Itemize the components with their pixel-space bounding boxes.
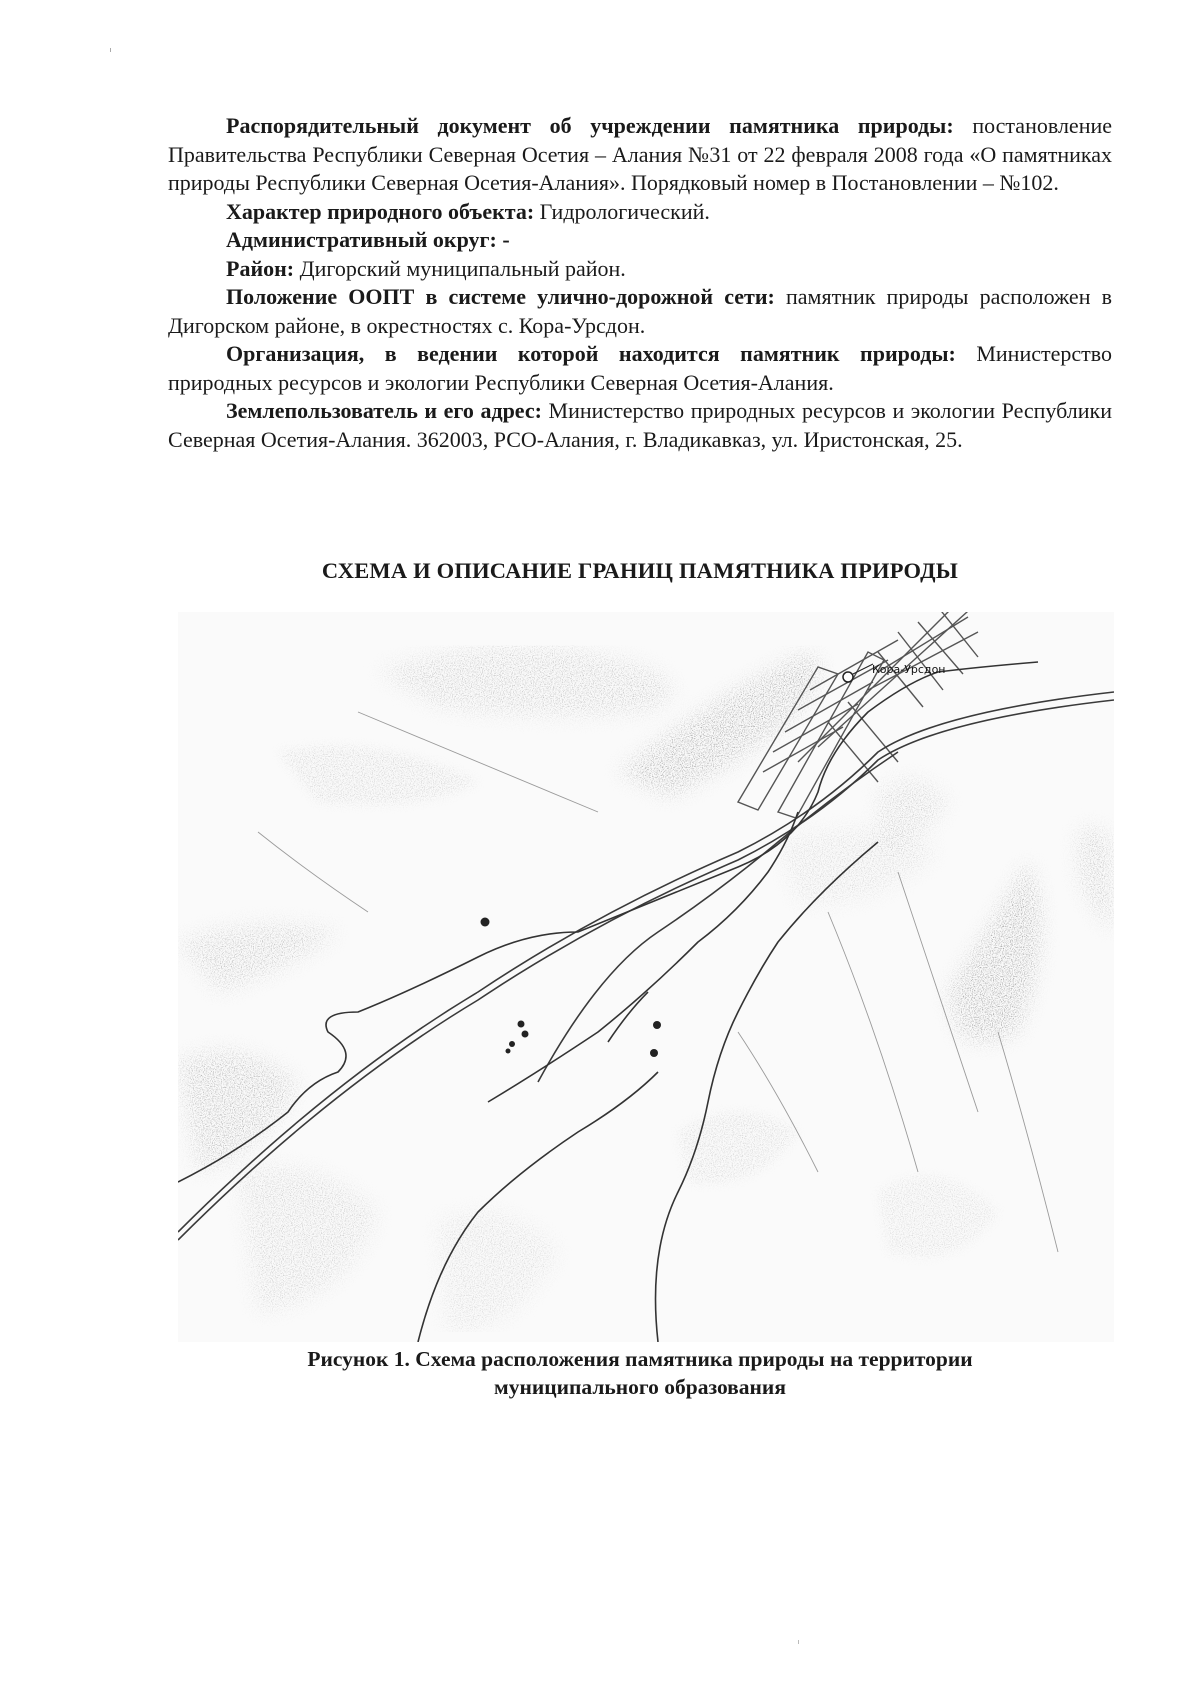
paragraph-label: Характер природного объекта: bbox=[226, 198, 535, 224]
caption-line-2: муниципального образования bbox=[494, 1375, 786, 1399]
paragraph-text: Дигорский муниципальный район. bbox=[294, 255, 626, 281]
paragraph-land-user bbox=[168, 397, 1112, 454]
paragraph-text: памятник природы расположен в Дигорском районе, в окрестностях с. Кора-Урсдон. bbox=[168, 284, 1112, 338]
paragraph-label: Распорядительный документ об учреждении памятника природы: bbox=[226, 113, 954, 138]
scan-mark bbox=[798, 1640, 799, 1644]
paragraph-text: постановление Правительства Республики Северная Осетия – Алания №31 от 22 февраля 2008 года «О памятниках природы Республики Северная Осетия-Алания». Порядковый номер в Постановлении – №102. bbox=[168, 113, 1113, 195]
section-title: СХЕМА И ОПИСАНИЕ ГРАНИЦ ПАМЯТНИКА ПРИРОДЫ bbox=[321, 558, 959, 583]
paragraph-text: Министерство природных ресурсов и экологии Республики Северная Осетия-Алания. 362003, РСО-Алания, г. Владикавказ, ул. Иристонская, 25. bbox=[168, 398, 1112, 452]
paragraph-admin-district bbox=[168, 226, 1112, 255]
passport-text bbox=[168, 112, 1112, 454]
paragraph-text: Гидрологический. bbox=[534, 198, 710, 224]
paragraph-label: Землепользователь и его адрес: bbox=[226, 398, 542, 423]
paragraph-object-type bbox=[168, 198, 1112, 227]
paragraph-managing-org bbox=[168, 340, 1112, 397]
paragraph-label: Положение ООПТ в системе улично-дорожной сети: bbox=[226, 284, 775, 309]
paragraph-text: Министерство природных ресурсов и экологии Республики Северная Осетия-Алания. bbox=[168, 341, 1112, 395]
paragraph-label: Организация, в ведении которой находится памятник природы: bbox=[226, 341, 956, 366]
paragraph-founding-document bbox=[168, 112, 1112, 198]
paragraph-region bbox=[168, 255, 1112, 284]
figure-caption bbox=[168, 1345, 1112, 1401]
caption-line-1: Рисунок 1. Схема расположения памятника природы на территории bbox=[307, 1347, 973, 1371]
paragraph-label: Административный округ: - bbox=[226, 227, 510, 252]
scan-mark bbox=[110, 48, 111, 52]
settlement-label: Кора-Урсдон bbox=[872, 663, 946, 676]
paragraph-road-network bbox=[168, 283, 1112, 340]
paragraph-label: Район: bbox=[226, 255, 295, 281]
location-map bbox=[178, 612, 1114, 1342]
